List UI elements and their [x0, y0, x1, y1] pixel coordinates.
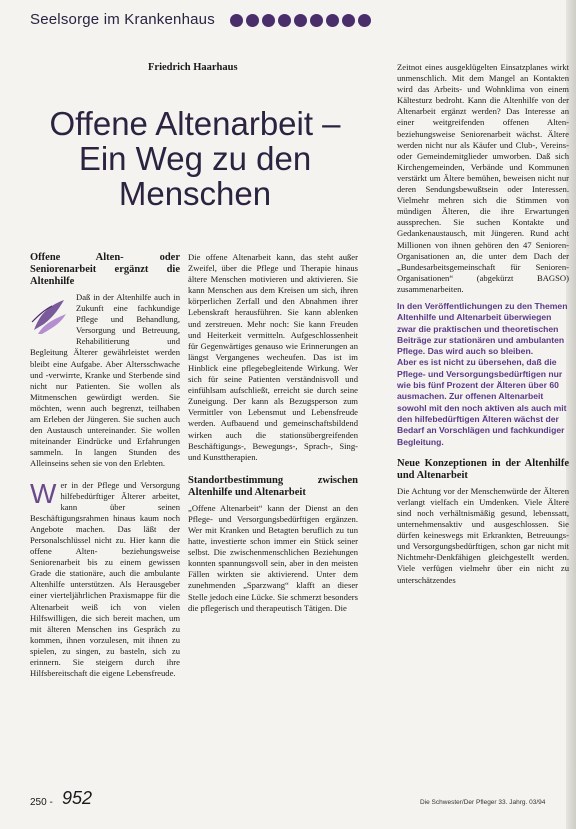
article-author: Friedrich Haarhaus: [148, 62, 238, 73]
ornament-dot: [310, 14, 323, 27]
title-line: Menschen: [118, 175, 272, 213]
column-3-paragraph: Die Achtung vor der Menschenwürde der Älteren verlangt vielfach ein Umdenken. Viele Ältere sind noch verhältnismäßig gesund, lebenssatt, unternehmensaktiv und ausgeschlossen. Sie dürfen keineswegs mit Erkrankten, Betreuungs- und Versorgungsbedürftigen, schon gar nicht mit Nichtmehr-Denkfähigen gleichgestellt werden. Viele verfügen vielmehr über ein nicht zu unterschätzendes: [397, 485, 569, 585]
column-2: [188, 252, 358, 617]
ornament-dot: [294, 14, 307, 27]
column-2-subhead: Standortbestimmung zwischen Altenhilfe und Altenarbeit: [188, 474, 358, 498]
ornament-dot: [358, 14, 371, 27]
column-2-paragraph: „Offene Altenarbeit“ kann der Dienst an den Pflege- und Versorgungsbedürftigen ergänzen. Wer mit Kranken und Betagten beruflich zu tun hatte, investierte schon immer ein Stück seiner selbst. Die zwischenmenschlichen Beziehungen konnten spannungsvoll sein, aber in den meisten Fällen wirkten sie aktivierend. Unter dem zunehmenden „Sparzwang“ klafft an dieser Stelle jedoch eine Lücke. Sie schmerzt besonders die pflegerisch und therapeutisch Tätigen. Die: [188, 502, 358, 613]
article-title: [30, 106, 360, 211]
column-1-paragraph-text: er in der Pflege und Versorgung hilfebedürftiger Älterer arbeitet, kann über seinen Beschäftigungsrahmen hinaus kaum noch Angebote machen. Das läßt der Personalschlüssel nicht zu. Hier kann die offene Alten- beziehungsweise Seniorenarbeit bis zu einem gewissen Grade die stationäre, auch die ambulante Altenhilfe unterstützen. Als Herausgeber einer vierteljährlichen Praxismappe für die Altenarbeit weiß ich von vielen Hilfswilligen, die sich bereit machen, um mit älteren Menschen ins Gespräch zu kommen, ihnen vorzulesen, mit ihnen zu spielen, zu singen, zu basteln, sich zu erinnern. Sie steigern durch ihre Hilfsbereitschaft die eigene Lebensfreude.: [30, 479, 180, 679]
ornament-dot: [262, 14, 275, 27]
column-3: [397, 62, 569, 589]
ornament-dot: [342, 14, 355, 27]
handwritten-note: 952: [62, 788, 93, 808]
page-number: 250 -: [30, 797, 53, 808]
ornament-dot: [246, 14, 259, 27]
title-line: Offene Altenarbeit –: [49, 105, 341, 143]
column-3-subhead: Neue Konzeptionen in der Altenhilfe und Altenarbeit: [397, 457, 569, 481]
column-2-paragraph: Die offene Altenarbeit kann, das steht außer Zweifel, über die Pflege und Therapie hinaus ältere Menschen motivieren und aktivieren. Sie kann Menschen aus dem Kreisen um sich, ihren körperlichen Zerfall und den Abnahmen ihrer Lebenskraft herausführen. Sie kann ablenken und zerstreuen. Mehr noch: Sie kann Freuden und Heiterkeit vermitteln. Aufgeschlossenheit für Gegenwärtiges genauso wie Erinnerungen an längst Vergangenes wecheufen. Das ist im Hinblick eine pflegebegleitende Wirkung. Wer sich für seine Patienten verständnisvoll und einfühlsam aufschließt, erreicht sie durch seine Zuneigung. Der kann als Bezugsperson zum Vermittler von Lebensmut und Lebensfreude werden. Aufbauend und gemeinschaftsbildend wirken auch die stationsübergreifenden Beschäftigungs-, Bewegungs-, Sprach-, Sing- und Kunsttherapien.: [188, 252, 358, 462]
title-line: Ein Weg zu den: [78, 140, 312, 178]
column-1-subhead: Offene Alten- oder Seniorenarbeit ergänzt die Altenhilfe: [30, 252, 180, 287]
ornament-dot: [278, 14, 291, 27]
hands-illustration-icon: [30, 294, 70, 338]
ornament-dot: [230, 14, 243, 27]
highlight-text: In den Veröffentlichungen zu den Themen Altenhilfe und Altenarbeit überwiegen zwar die praktischen und theoretischen Beiträge zur stationären und ambulanten Pflege. Das wird auch so bleiben.: [397, 300, 568, 357]
ornament-dot: [326, 14, 339, 27]
highlight-text: Aber es ist nicht zu übersehen, daß die Pflege- und Versorgungsbedürftigen nur wie bis fünf Prozent der Älteren über 60 ausmachen. Zur offenen Altenarbeit sowohl mit den noch aktiven als auch mit den hilfebedürftigen Älteren wächst der Bedarf an Vorschlägen und fachkundiger Begleitung.: [397, 357, 567, 447]
page-header: [30, 7, 570, 33]
column-3-paragraph: Zeitnot eines ausgeklügelten Einsatzplanes wirkt unmenschlich. Mit dem Mangel an Kontakten wird das Arbeits- und Wohnklima von einem Kältesturz bedroht. Kann die Altenhilfe von der Altenarbeit ergänzt werden? Das Interesse an einer weitgreifenden offenen Alten- beziehungsweise Seniorenarbeit wächst. Ältere werden nicht nur als Käufer und Club-, Vereins- oder Gemeindemitglieder umworben. Daß sich Kirchengemeinden, Verbände und Kommunen verstärkt um Ältere bemühen, beweisen nicht nur deren Sendungsbewußtsein oder Interessen. Vielmehr mehren sich die Stimmen von mündigen Älteren, die ihre Erwartungen aussprechen. Sie suchen Kontakte und Gedankenaustausch, mit Jüngeren. Rund acht Millionen von ihnen gehören den 47 Senioren-Organisationen an, die unter dem Dach der „Bundesarbeitsgemeinschaft für Senioren-Organisationen“ (abgekürzt BAGSO) zusammenarbeiten.: [397, 62, 569, 294]
column-1-paragraph: [30, 477, 180, 680]
header-dots-ornament: [230, 14, 371, 27]
section-label: Seelsorge im Krankenhaus: [30, 11, 215, 28]
journal-citation: Die Schwester/Der Pfleger 33. Jahrg. 03/94: [420, 799, 546, 806]
highlight-box: [397, 301, 569, 448]
column-1-paragraph: Daß in der Altenhilfe auch in Zukunft eine fachkundige Pflege und Behandlung, Versorgung und Betreuung, Rehabilitierung und Begleitung Älterer gewährleistet werden bleibt eine Aufgabe. Aber Altersschwache und -verwirrte, Kranke und Sterbende sind nicht nur Patienten. Sie wollen als Mitmenschen gewürdigt werden. Sie möchten, wenn auch begrenzt, teilhaben am Erleben der Jüngeren. Sie suchen auch den Austausch untereinander. Sie wollen miteinander Eindrücke und Erfahrungen sammeln. In langen Stunden des Alleinseins sehen sie von den Erlebten.: [30, 292, 180, 469]
column-1: [30, 252, 180, 682]
drop-cap: W: [30, 477, 57, 509]
